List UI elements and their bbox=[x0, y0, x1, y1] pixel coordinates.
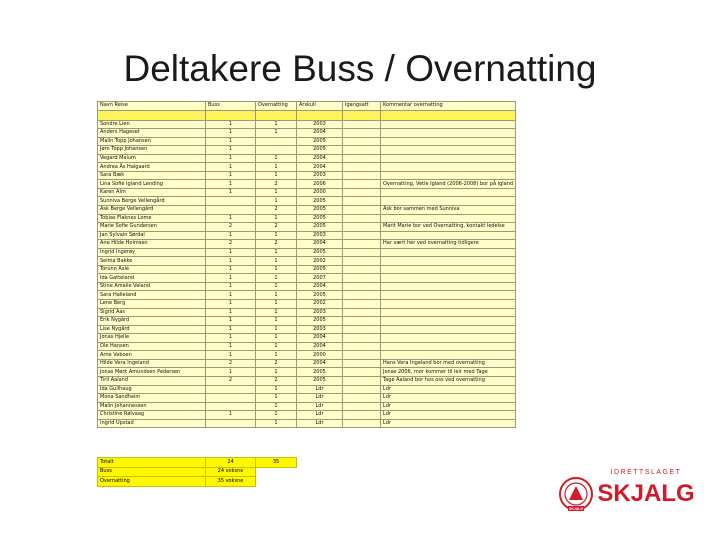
table-cell: 1 bbox=[206, 351, 256, 360]
table-cell bbox=[343, 342, 381, 351]
table-cell: Ane Hilde Holmsen bbox=[98, 240, 206, 249]
table-row bbox=[98, 180, 516, 189]
table-cell: 2005 bbox=[297, 223, 343, 232]
table-row bbox=[98, 317, 516, 326]
table-cell: Ingrid Upstad bbox=[98, 419, 206, 428]
table-cell bbox=[343, 129, 381, 138]
table-cell bbox=[381, 146, 516, 155]
table-cell bbox=[343, 180, 381, 189]
table-row bbox=[98, 240, 516, 249]
table-row bbox=[98, 308, 516, 317]
table-cell: 1 bbox=[256, 197, 297, 206]
table-cell: Sigrid Aas bbox=[98, 308, 206, 317]
table-cell: Andrea Ås Halgaard bbox=[98, 163, 206, 172]
table-cell bbox=[343, 376, 381, 385]
table-cell: Erik Nygård bbox=[98, 317, 206, 326]
table-cell bbox=[343, 120, 381, 129]
column-header: Buss bbox=[206, 102, 256, 111]
table-cell: 2005 bbox=[297, 368, 343, 377]
table-cell bbox=[381, 154, 516, 163]
table-cell: 1 bbox=[206, 163, 256, 172]
table-cell: 1 bbox=[206, 411, 256, 420]
table-cell: 1 bbox=[206, 188, 256, 197]
table-cell: 2005 bbox=[297, 265, 343, 274]
table-cell bbox=[343, 223, 381, 232]
summary-label: Overnatting bbox=[98, 477, 206, 487]
table-cell: 1 bbox=[256, 231, 297, 240]
table-cell bbox=[381, 265, 516, 274]
table-cell: 1 bbox=[256, 163, 297, 172]
table-cell: Ldr bbox=[297, 419, 343, 428]
table-cell: 1 bbox=[206, 368, 256, 377]
table-row bbox=[98, 334, 516, 343]
table-cell: 1 bbox=[206, 171, 256, 180]
table-cell bbox=[381, 300, 516, 309]
table-cell: Jan Sylvain Sørdal bbox=[98, 231, 206, 240]
table-cell bbox=[256, 146, 297, 155]
table-cell: 2006 bbox=[297, 180, 343, 189]
table-cell bbox=[343, 171, 381, 180]
separator-cell bbox=[256, 110, 297, 120]
table-cell: 2003 bbox=[297, 120, 343, 129]
table-cell bbox=[343, 240, 381, 249]
table-cell: 2002 bbox=[297, 257, 343, 266]
table-cell: 1 bbox=[256, 291, 297, 300]
table-cell: Ida Gullhaug bbox=[98, 385, 206, 394]
table-cell bbox=[343, 402, 381, 411]
table-cell: Jørn Topp Johansen bbox=[98, 146, 206, 155]
table-cell bbox=[381, 129, 516, 138]
table-cell: Overnatting, Vetle Igland (2006-2008) bor på Igland bbox=[381, 180, 516, 189]
table-cell: Karen Alm bbox=[98, 188, 206, 197]
table-cell: 1 bbox=[256, 129, 297, 138]
summary-label: Totalt bbox=[98, 458, 206, 468]
table-cell: 1 bbox=[256, 214, 297, 223]
table-cell bbox=[381, 291, 516, 300]
table-row bbox=[98, 359, 516, 368]
table-cell: Ldr bbox=[297, 411, 343, 420]
table-cell: 1 bbox=[256, 419, 297, 428]
table-cell: 1 bbox=[256, 171, 297, 180]
table-cell bbox=[343, 359, 381, 368]
table-row bbox=[98, 257, 516, 266]
table-cell: Tobias Flaknes Lome bbox=[98, 214, 206, 223]
summary-row bbox=[98, 458, 297, 468]
table-cell: 1 bbox=[206, 334, 256, 343]
table-row bbox=[98, 154, 516, 163]
table-cell bbox=[343, 419, 381, 428]
table-cell: Sara Bæk bbox=[98, 171, 206, 180]
table-cell: Marit Marie bor ved Overnatting, kontakt ledelse bbox=[381, 223, 516, 232]
table-cell: Ask Berge Vellengård bbox=[98, 206, 206, 215]
table-cell bbox=[381, 163, 516, 172]
table-cell bbox=[381, 137, 516, 146]
table-cell: Ole Hansen bbox=[98, 342, 206, 351]
table-cell: 2 bbox=[206, 359, 256, 368]
table-cell bbox=[206, 402, 256, 411]
logo-brand: SKJALG bbox=[597, 480, 695, 507]
table-cell: 2000 bbox=[297, 188, 343, 197]
table-cell: 2004 bbox=[297, 359, 343, 368]
table-cell: 2004 bbox=[297, 163, 343, 172]
crest-icon bbox=[560, 478, 592, 511]
table-cell: 2007 bbox=[297, 274, 343, 283]
table-cell: 1 bbox=[206, 308, 256, 317]
table-cell: 1 bbox=[206, 146, 256, 155]
table-cell: 2 bbox=[256, 359, 297, 368]
table-cell: 1 bbox=[256, 368, 297, 377]
table-cell: Hans Vera Ingeland bor med overnatting bbox=[381, 359, 516, 368]
table-cell: 2005 bbox=[297, 197, 343, 206]
table-cell: 2003 bbox=[297, 308, 343, 317]
table-cell: 2004 bbox=[297, 129, 343, 138]
table-cell: Ldr bbox=[297, 394, 343, 403]
table-cell bbox=[343, 411, 381, 420]
table-cell: 1 bbox=[256, 385, 297, 394]
table-cell bbox=[381, 342, 516, 351]
table-cell: 1 bbox=[256, 282, 297, 291]
table-cell: 2005 bbox=[297, 248, 343, 257]
table-row bbox=[98, 223, 516, 232]
table-cell: 1 bbox=[206, 274, 256, 283]
separator-cell bbox=[297, 110, 343, 120]
separator-cell bbox=[381, 110, 516, 120]
table-cell: 2005 bbox=[297, 291, 343, 300]
table-cell bbox=[343, 163, 381, 172]
table-cell: 1 bbox=[206, 282, 256, 291]
table-cell bbox=[343, 394, 381, 403]
table-cell: Ldr bbox=[297, 402, 343, 411]
table-cell: 2004 bbox=[297, 154, 343, 163]
table-cell bbox=[343, 308, 381, 317]
table-row bbox=[98, 120, 516, 129]
table-cell: 1 bbox=[206, 154, 256, 163]
table-row bbox=[98, 351, 516, 360]
table-cell: 1 bbox=[256, 342, 297, 351]
table-cell: 1 bbox=[256, 394, 297, 403]
summary-block bbox=[97, 457, 297, 487]
table-cell bbox=[343, 351, 381, 360]
table-cell: Hilde Vera Ingeland bbox=[98, 359, 206, 368]
separator-cell bbox=[206, 110, 256, 120]
table-cell bbox=[343, 282, 381, 291]
table-cell bbox=[343, 154, 381, 163]
table-cell: Torunn Aslé bbox=[98, 265, 206, 274]
summary-overnatting bbox=[256, 477, 297, 487]
table-cell: 1 bbox=[206, 120, 256, 129]
table-cell bbox=[343, 291, 381, 300]
table-cell: 1 bbox=[256, 120, 297, 129]
table-cell: 2004 bbox=[297, 342, 343, 351]
table-cell: Tiril Aaland bbox=[98, 376, 206, 385]
summary-row bbox=[98, 467, 297, 477]
table-cell: 2005 bbox=[297, 146, 343, 155]
table-cell: Ldr bbox=[381, 402, 516, 411]
table-cell: 1 bbox=[206, 342, 256, 351]
table-cell bbox=[343, 231, 381, 240]
table-cell: Anders Hageset bbox=[98, 129, 206, 138]
table-row bbox=[98, 402, 516, 411]
table-cell: Ask bor sammen med Sunniva bbox=[381, 206, 516, 215]
table-cell: 2004 bbox=[297, 334, 343, 343]
table-cell bbox=[381, 197, 516, 206]
table-cell bbox=[343, 274, 381, 283]
participant-table bbox=[97, 101, 516, 428]
table-row bbox=[98, 146, 516, 155]
skjalg-logo bbox=[556, 456, 696, 526]
summary-overnatting: 35 bbox=[256, 458, 297, 468]
table-cell: 2005 bbox=[297, 137, 343, 146]
table-cell: 1 bbox=[206, 248, 256, 257]
table-cell bbox=[381, 120, 516, 129]
table-cell bbox=[343, 248, 381, 257]
table-row bbox=[98, 274, 516, 283]
table-cell: 1 bbox=[256, 188, 297, 197]
table-cell: 2 bbox=[256, 223, 297, 232]
table-row bbox=[98, 385, 516, 394]
table-row bbox=[98, 231, 516, 240]
table-cell bbox=[381, 325, 516, 334]
table-cell: 2005 bbox=[297, 214, 343, 223]
summary-row bbox=[98, 477, 297, 487]
table-cell: Ldr bbox=[381, 419, 516, 428]
separator-cell bbox=[98, 110, 206, 120]
table-cell: 1 bbox=[256, 265, 297, 274]
table-cell: 2 bbox=[256, 180, 297, 189]
table-cell: 1 bbox=[206, 300, 256, 309]
table-cell: Christine Rølvaag bbox=[98, 411, 206, 420]
table-cell: Ida Gatteland bbox=[98, 274, 206, 283]
table-cell: 2005 bbox=[297, 317, 343, 326]
table-cell bbox=[343, 325, 381, 334]
table-cell: 1 bbox=[206, 325, 256, 334]
table-cell: 2 bbox=[206, 223, 256, 232]
table-cell: Sondre Lien bbox=[98, 120, 206, 129]
table-cell: Mona Sandheim bbox=[98, 394, 206, 403]
table-cell: 2005 bbox=[297, 206, 343, 215]
table-cell bbox=[256, 137, 297, 146]
table-cell: 1 bbox=[256, 274, 297, 283]
table-cell: 2005 bbox=[297, 376, 343, 385]
table-cell: 1 bbox=[256, 411, 297, 420]
table-cell: 1 bbox=[206, 257, 256, 266]
table-cell: Jonas Mørk Amundsen Pedersen bbox=[98, 368, 206, 377]
table-row bbox=[98, 282, 516, 291]
table-cell: Tage Aaland bor hos oss ved overnatting bbox=[381, 376, 516, 385]
table-cell bbox=[381, 334, 516, 343]
table-cell: 1 bbox=[206, 317, 256, 326]
table-cell bbox=[343, 334, 381, 343]
table-cell: Selma Bakke bbox=[98, 257, 206, 266]
table-cell: Lina Sofie Igland Lending bbox=[98, 180, 206, 189]
table-cell bbox=[206, 419, 256, 428]
table-cell: 1 bbox=[256, 257, 297, 266]
table-cell: 2 bbox=[206, 376, 256, 385]
column-header: Årskull bbox=[297, 102, 343, 111]
summary-overnatting bbox=[256, 467, 297, 477]
column-header: Igangsatt bbox=[343, 102, 381, 111]
table-row bbox=[98, 376, 516, 385]
table-cell: 1 bbox=[206, 180, 256, 189]
table-cell bbox=[343, 214, 381, 223]
table-row bbox=[98, 368, 516, 377]
table-cell: 2 bbox=[256, 376, 297, 385]
table-cell: 2003 bbox=[297, 171, 343, 180]
table-cell: 2002 bbox=[297, 300, 343, 309]
svg-text:SKJALG: SKJALG bbox=[568, 507, 584, 511]
table-cell: Jonas Hjelle bbox=[98, 334, 206, 343]
summary-label: Buss bbox=[98, 467, 206, 477]
column-header: Navn Reise bbox=[98, 102, 206, 111]
table-cell bbox=[206, 394, 256, 403]
table-cell: Lise Nygård bbox=[98, 325, 206, 334]
header-row bbox=[98, 102, 516, 111]
table-cell: Ingrid Ingerøy bbox=[98, 248, 206, 257]
table-cell bbox=[206, 197, 256, 206]
table-cell: 2000 bbox=[297, 351, 343, 360]
table-cell: 2 bbox=[256, 206, 297, 215]
table-cell: 1 bbox=[256, 308, 297, 317]
table-row bbox=[98, 325, 516, 334]
column-header: Overnatting bbox=[256, 102, 297, 111]
column-header: Kommentar overnatting bbox=[381, 102, 516, 111]
table-cell bbox=[343, 300, 381, 309]
table-cell bbox=[381, 257, 516, 266]
table-cell: Ldr bbox=[381, 411, 516, 420]
table-cell bbox=[206, 206, 256, 215]
table-cell: Jonas 2006, mor kommer til leir med Tage bbox=[381, 368, 516, 377]
table-row bbox=[98, 419, 516, 428]
table-cell: 1 bbox=[256, 154, 297, 163]
table-cell bbox=[343, 146, 381, 155]
table-cell bbox=[381, 188, 516, 197]
table-cell bbox=[343, 257, 381, 266]
table-cell bbox=[381, 231, 516, 240]
table-cell: 1 bbox=[206, 214, 256, 223]
table-cell: 2 bbox=[206, 240, 256, 249]
table-cell: 1 bbox=[206, 291, 256, 300]
table-cell bbox=[343, 206, 381, 215]
table-cell: Har vært her ved overnatting tidligere bbox=[381, 240, 516, 249]
table-cell bbox=[381, 282, 516, 291]
logo-subtitle: IDRETTSLAGET bbox=[610, 469, 682, 476]
table-cell: 2004 bbox=[297, 240, 343, 249]
table-cell: 1 bbox=[256, 351, 297, 360]
summary-buss: 24 voksne bbox=[206, 467, 256, 477]
page-title: Deltakere Buss / Overnatting bbox=[123, 48, 597, 89]
table-cell: Vegard Malum bbox=[98, 154, 206, 163]
table-cell: Marie Sofie Gundersen bbox=[98, 223, 206, 232]
table-row bbox=[98, 129, 516, 138]
table-cell bbox=[343, 385, 381, 394]
summary-buss: 24 bbox=[206, 458, 256, 468]
table-cell: 1 bbox=[256, 334, 297, 343]
separator-row bbox=[98, 110, 516, 120]
table-cell bbox=[381, 171, 516, 180]
table-row bbox=[98, 197, 516, 206]
table-cell: Arne Vaboen bbox=[98, 351, 206, 360]
table-cell: 1 bbox=[206, 137, 256, 146]
table-cell: 1 bbox=[256, 248, 297, 257]
table-cell: Sunniva Berge Vellengård bbox=[98, 197, 206, 206]
table-row bbox=[98, 188, 516, 197]
table-cell: Sara Halleland bbox=[98, 291, 206, 300]
table-row bbox=[98, 137, 516, 146]
table-cell bbox=[381, 317, 516, 326]
table-row bbox=[98, 214, 516, 223]
table-row bbox=[98, 206, 516, 215]
table-cell: 2003 bbox=[297, 231, 343, 240]
table-row bbox=[98, 265, 516, 274]
table-cell: Lene Berg bbox=[98, 300, 206, 309]
table-cell: Ldr bbox=[381, 394, 516, 403]
separator-cell bbox=[343, 110, 381, 120]
table-cell bbox=[381, 214, 516, 223]
table-cell: 1 bbox=[206, 129, 256, 138]
table-cell bbox=[343, 317, 381, 326]
table-row bbox=[98, 300, 516, 309]
table-cell bbox=[343, 197, 381, 206]
table-cell: 1 bbox=[206, 265, 256, 274]
table-row bbox=[98, 171, 516, 180]
table-cell: 2003 bbox=[297, 325, 343, 334]
table-cell: 1 bbox=[206, 231, 256, 240]
table-row bbox=[98, 163, 516, 172]
table-row bbox=[98, 248, 516, 257]
table-cell: 2 bbox=[256, 240, 297, 249]
table-cell bbox=[343, 265, 381, 274]
table-cell bbox=[206, 385, 256, 394]
table-cell: 1 bbox=[256, 317, 297, 326]
table-cell: Ldr bbox=[297, 385, 343, 394]
table-cell: 1 bbox=[256, 300, 297, 309]
table-row bbox=[98, 411, 516, 420]
table-row bbox=[98, 291, 516, 300]
table-cell: Malin Topp Johansen bbox=[98, 137, 206, 146]
table-cell bbox=[381, 248, 516, 257]
table-cell: Stine Amalie Veland bbox=[98, 282, 206, 291]
table-cell bbox=[381, 308, 516, 317]
table-cell: Malin Johannessen bbox=[98, 402, 206, 411]
table-cell bbox=[381, 351, 516, 360]
table-cell bbox=[381, 274, 516, 283]
table-cell bbox=[343, 188, 381, 197]
table-cell: 1 bbox=[256, 325, 297, 334]
table-cell: Ldr bbox=[381, 385, 516, 394]
table-cell: 1 bbox=[256, 402, 297, 411]
table-row bbox=[98, 394, 516, 403]
summary-buss: 35 voksne bbox=[206, 477, 256, 487]
table-cell: 2004 bbox=[297, 282, 343, 291]
table-cell bbox=[343, 368, 381, 377]
table-cell bbox=[343, 137, 381, 146]
table-row bbox=[98, 342, 516, 351]
